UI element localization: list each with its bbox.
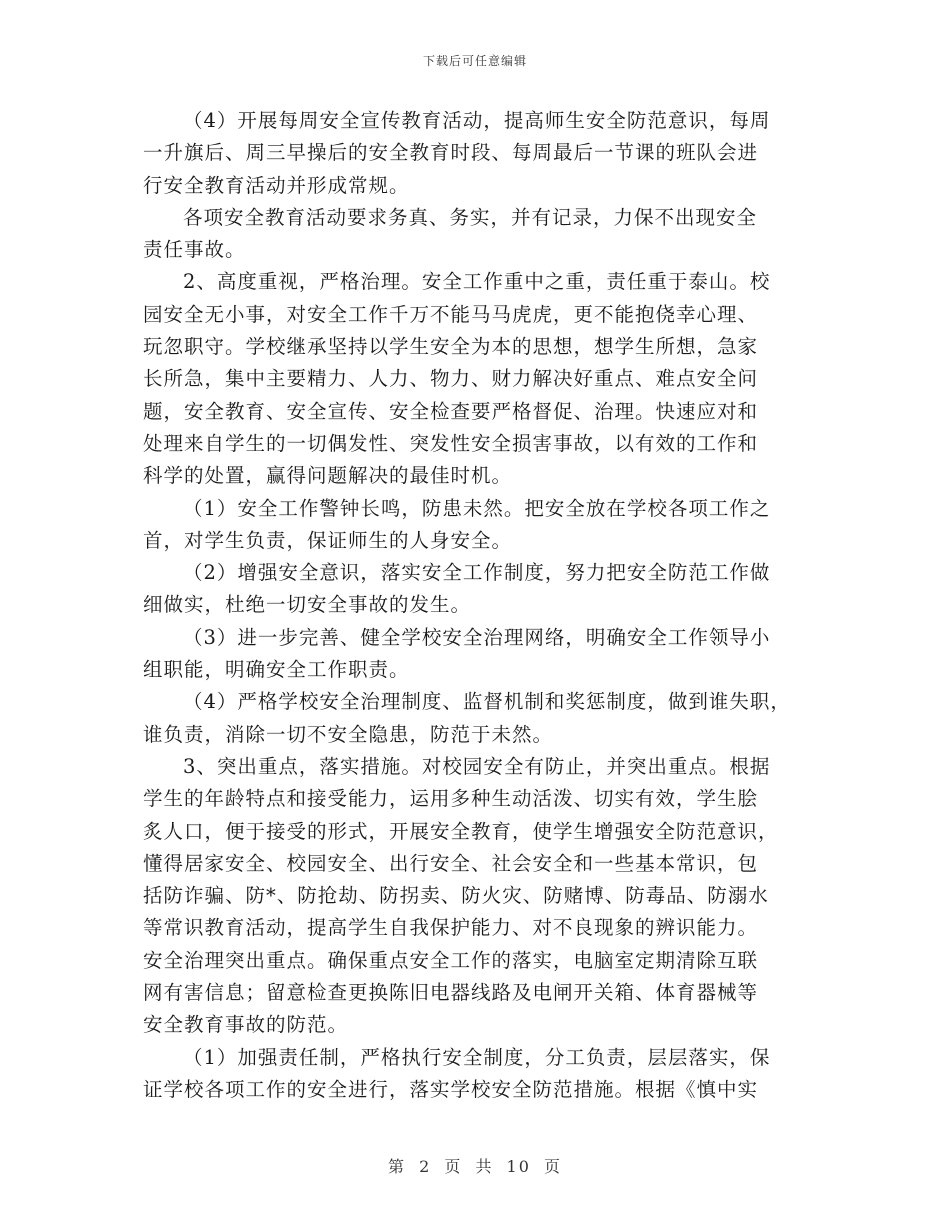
page-header: 下载后可任意编辑 — [422, 54, 527, 68]
text-line: 学生的年龄特点和接受能力，运用多种生动活泼、切实有效，学生脍 — [143, 787, 759, 811]
text-line: （1）加强责任制，严格执行安全制度，分工负责，层层落实，保 — [183, 1045, 771, 1069]
text-line: 谁负责，消除一切不安全隐患，防范于未然。 — [143, 722, 554, 746]
text-line: 括防诈骗、防*、防抢劫、防拐卖、防火灾、防赌博、防毒品、防溺水 — [143, 884, 769, 908]
text-line: 细做实，杜绝一切安全事故的发生。 — [143, 593, 472, 617]
text-line: 一升旗后、周三早操后的安全教育时段、每周最后一节课的班队会进 — [143, 141, 759, 165]
text-line: （1）安全工作警钟长鸣，防患未然。把安全放在学校各项工作之 — [183, 496, 771, 520]
document-body — [143, 105, 813, 1106]
text-line: 3、突出重点，落实措施。对校园安全有防止，并突出重点。根据 — [183, 754, 771, 778]
text-line: （2）增强安全意识，落实安全工作制度，努力把安全防范工作做 — [183, 561, 771, 585]
text-line: 处理来自学生的一切偶发性、突发性安全损害事故，以有效的工作和 — [143, 431, 759, 455]
text-line: 行安全教育活动并形成常规。 — [143, 173, 410, 197]
text-line: 炙人口，便于接受的形式，开展安全教育，使学生增强安全防范意识， — [143, 819, 779, 843]
text-line: 题，安全教育、安全宣传、安全检查要严格督促、治理。快速应对和 — [143, 399, 759, 423]
text-line: 安全治理突出重点。确保重点安全工作的落实，电脑室定期清除互联 — [143, 948, 759, 972]
text-line: 懂得居家安全、校园安全、出行安全、社会安全和一些基本常识，包 — [143, 851, 759, 875]
text-line: 等常识教育活动，提高学生自我保护能力、对不良现象的辨识能力。 — [143, 916, 759, 940]
text-line: 责任事故。 — [143, 238, 246, 262]
text-line: 安全教育事故的防范。 — [143, 1013, 349, 1037]
text-line: 证学校各项工作的安全进行，落实学校安全防范措施。根据《慎中实 — [143, 1077, 759, 1101]
text-line: （4）开展每周安全宣传教育活动，提高师生安全防范意识，每周 — [183, 109, 771, 132]
text-line: 首，对学生负责，保证师生的人身安全。 — [143, 528, 513, 552]
text-line: 组职能，明确安全工作职责。 — [143, 658, 410, 682]
text-line: 长所急，集中主要精力、人力、物力、财力解决好重点、难点安全问 — [143, 367, 759, 391]
text-line: （4）严格学校安全治理制度、监督机制和奖惩制度，做到谁失职， — [183, 690, 791, 714]
text-line: 网有害信息；留意检查更换陈旧电器线路及电闸开关箱、体育器械等 — [143, 981, 759, 1005]
text-line: 玩忽职守。学校继承坚持以学生安全为本的思想，想学生所想，急家 — [143, 335, 759, 359]
page-footer: 第 2 页 共 10 页 — [388, 1157, 562, 1176]
text-line: 各项安全教育活动要求务真、务实，并有记录，力保不出现安全 — [183, 205, 758, 229]
text-line: 科学的处置，赢得问题解决的最佳时机。 — [143, 464, 513, 488]
text-line: （3）进一步完善、健全学校安全治理网络，明确安全工作领导小 — [183, 625, 771, 649]
text-line: 2、高度重视，严格治理。安全工作重中之重，责任重于泰山。校 — [183, 270, 771, 294]
text-line: 园安全无小事，对安全工作千万不能马马虎虎，更不能抱侥幸心理、 — [143, 302, 759, 326]
